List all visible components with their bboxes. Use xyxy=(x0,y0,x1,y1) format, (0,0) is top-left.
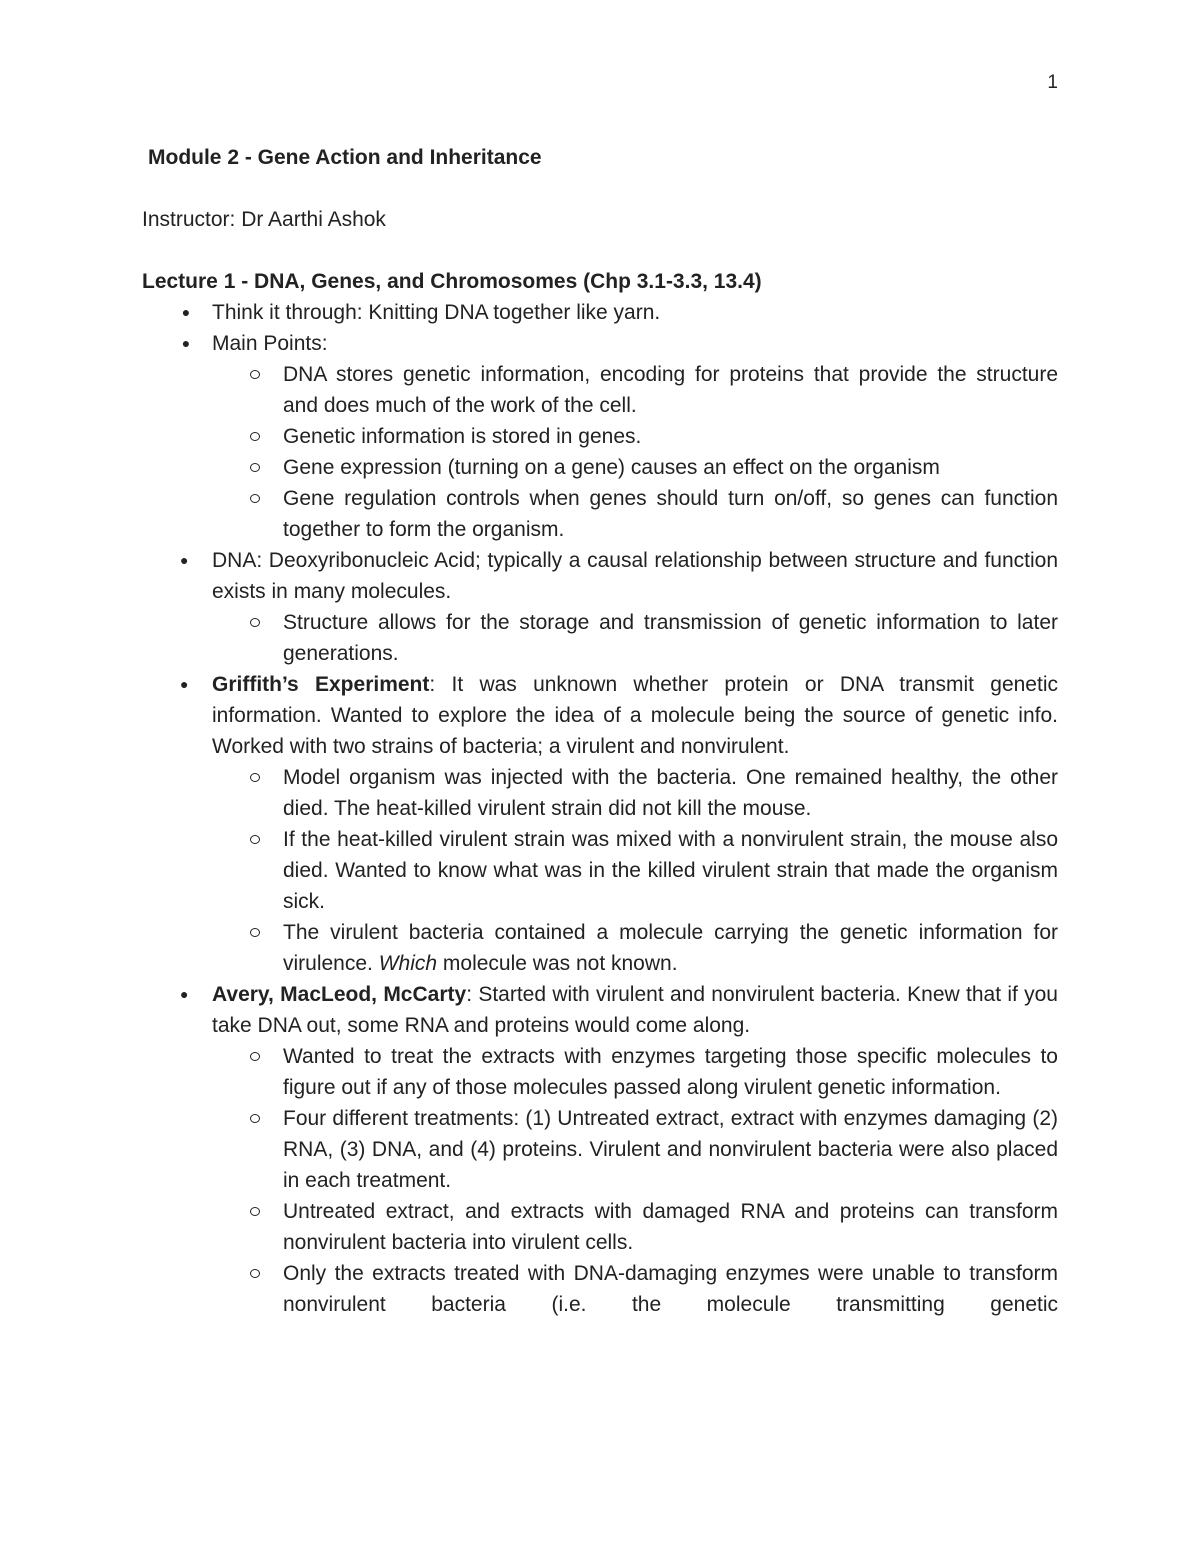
circle-bullet-icon xyxy=(250,494,260,503)
bullet-icon: ● xyxy=(180,552,189,568)
module-title: Module 2 - Gene Action and Inheritance xyxy=(148,146,542,169)
list-item: ● Avery, MacLeod, McCarty: Started with virulent and nonvirulent bacteria. Knew that if you take DNA out, some RNA and proteins would come along. xyxy=(142,979,1058,1041)
italic-word: Which xyxy=(378,952,438,975)
circle-bullet-icon xyxy=(250,370,260,379)
sub-list-item: Gene expression (turning on a gene) causes an effect on the organism xyxy=(142,452,1058,483)
circle-bullet-icon xyxy=(250,1052,260,1061)
list-item: ● Griffith’s Experiment: It was unknown whether protein or DNA transmit genetic information. Wanted to explore the idea of a molecule being the source of genetic info. Worked with two strains of bacteria; a virulent and nonvirulent. xyxy=(142,669,1058,762)
sub-list-item: Genetic information is stored in genes. xyxy=(142,421,1058,452)
sub-list-item: The virulent bacteria contained a molecule carrying the genetic information for virulence. Which molecule was not known. xyxy=(142,917,1058,979)
avery-label: Avery, MacLeod, McCarty xyxy=(212,983,467,1006)
bullet-icon: ● xyxy=(180,676,189,692)
sub-list-item: DNA stores genetic information, encoding for proteins that provide the structure and does much of the work of the cell. xyxy=(142,359,1058,421)
sub-list-item: Four different treatments: (1) Untreated extract, extract with enzymes damaging (2) RNA, (3) DNA, and (4) proteins. Virulent and nonvirulent bacteria were also placed in each treatment. xyxy=(142,1103,1058,1196)
instructor-line: Instructor: Dr Aarthi Ashok xyxy=(142,208,386,231)
list-item: ● DNA: Deoxyribonucleic Acid; typically a causal relationship between structure and function exists in many molecules. xyxy=(142,545,1058,607)
sub-list-item: Wanted to treat the extracts with enzymes targeting those specific molecules to figure out if any of those molecules passed along virulent genetic information. xyxy=(142,1041,1058,1103)
document-body xyxy=(142,142,1058,1320)
bullet-icon: ● xyxy=(181,304,191,320)
sub-list-item: Untreated extract, and extracts with damaged RNA and proteins can transform nonvirulent bacteria into virulent cells. xyxy=(142,1196,1058,1258)
list-item: ● Main Points: xyxy=(142,328,1058,359)
circle-bullet-icon xyxy=(250,773,260,782)
sub-list-item: Only the extracts treated with DNA-damaging enzymes were unable to transform nonvirulent bacteria (i.e. the molecule transmitting genetic xyxy=(142,1258,1058,1320)
list-item: ● Think it through: Knitting DNA together like yarn. xyxy=(142,297,1058,328)
circle-bullet-icon xyxy=(250,1207,260,1216)
page-number: 1 xyxy=(1047,72,1058,93)
circle-bullet-icon xyxy=(250,1269,260,1278)
circle-bullet-icon xyxy=(250,835,260,844)
circle-bullet-icon xyxy=(250,928,260,937)
circle-bullet-icon xyxy=(250,618,260,627)
circle-bullet-icon xyxy=(250,432,260,441)
lecture-notes-list xyxy=(142,297,1058,1320)
sub-list-item: Structure allows for the storage and transmission of genetic information to later generations. xyxy=(142,607,1058,669)
griffith-label: Griffith’s Experiment xyxy=(212,673,430,696)
circle-bullet-icon xyxy=(250,1114,260,1123)
lecture-heading: Lecture 1 - DNA, Genes, and Chromosomes (Chp 3.1-3.3, 13.4) xyxy=(142,270,762,293)
sub-list-item: If the heat-killed virulent strain was mixed with a nonvirulent strain, the mouse also died. Wanted to know what was in the killed virulent strain that made the organism sick. xyxy=(142,824,1058,917)
circle-bullet-icon xyxy=(250,463,260,472)
sub-list-item: Gene regulation controls when genes should turn on/off, so genes can function together to form the organism. xyxy=(142,483,1058,545)
bullet-icon: ● xyxy=(180,986,189,1002)
sub-list-item: Model organism was injected with the bacteria. One remained healthy, the other died. The heat-killed virulent strain did not kill the mouse. xyxy=(142,762,1058,824)
bullet-icon: ● xyxy=(181,335,191,351)
